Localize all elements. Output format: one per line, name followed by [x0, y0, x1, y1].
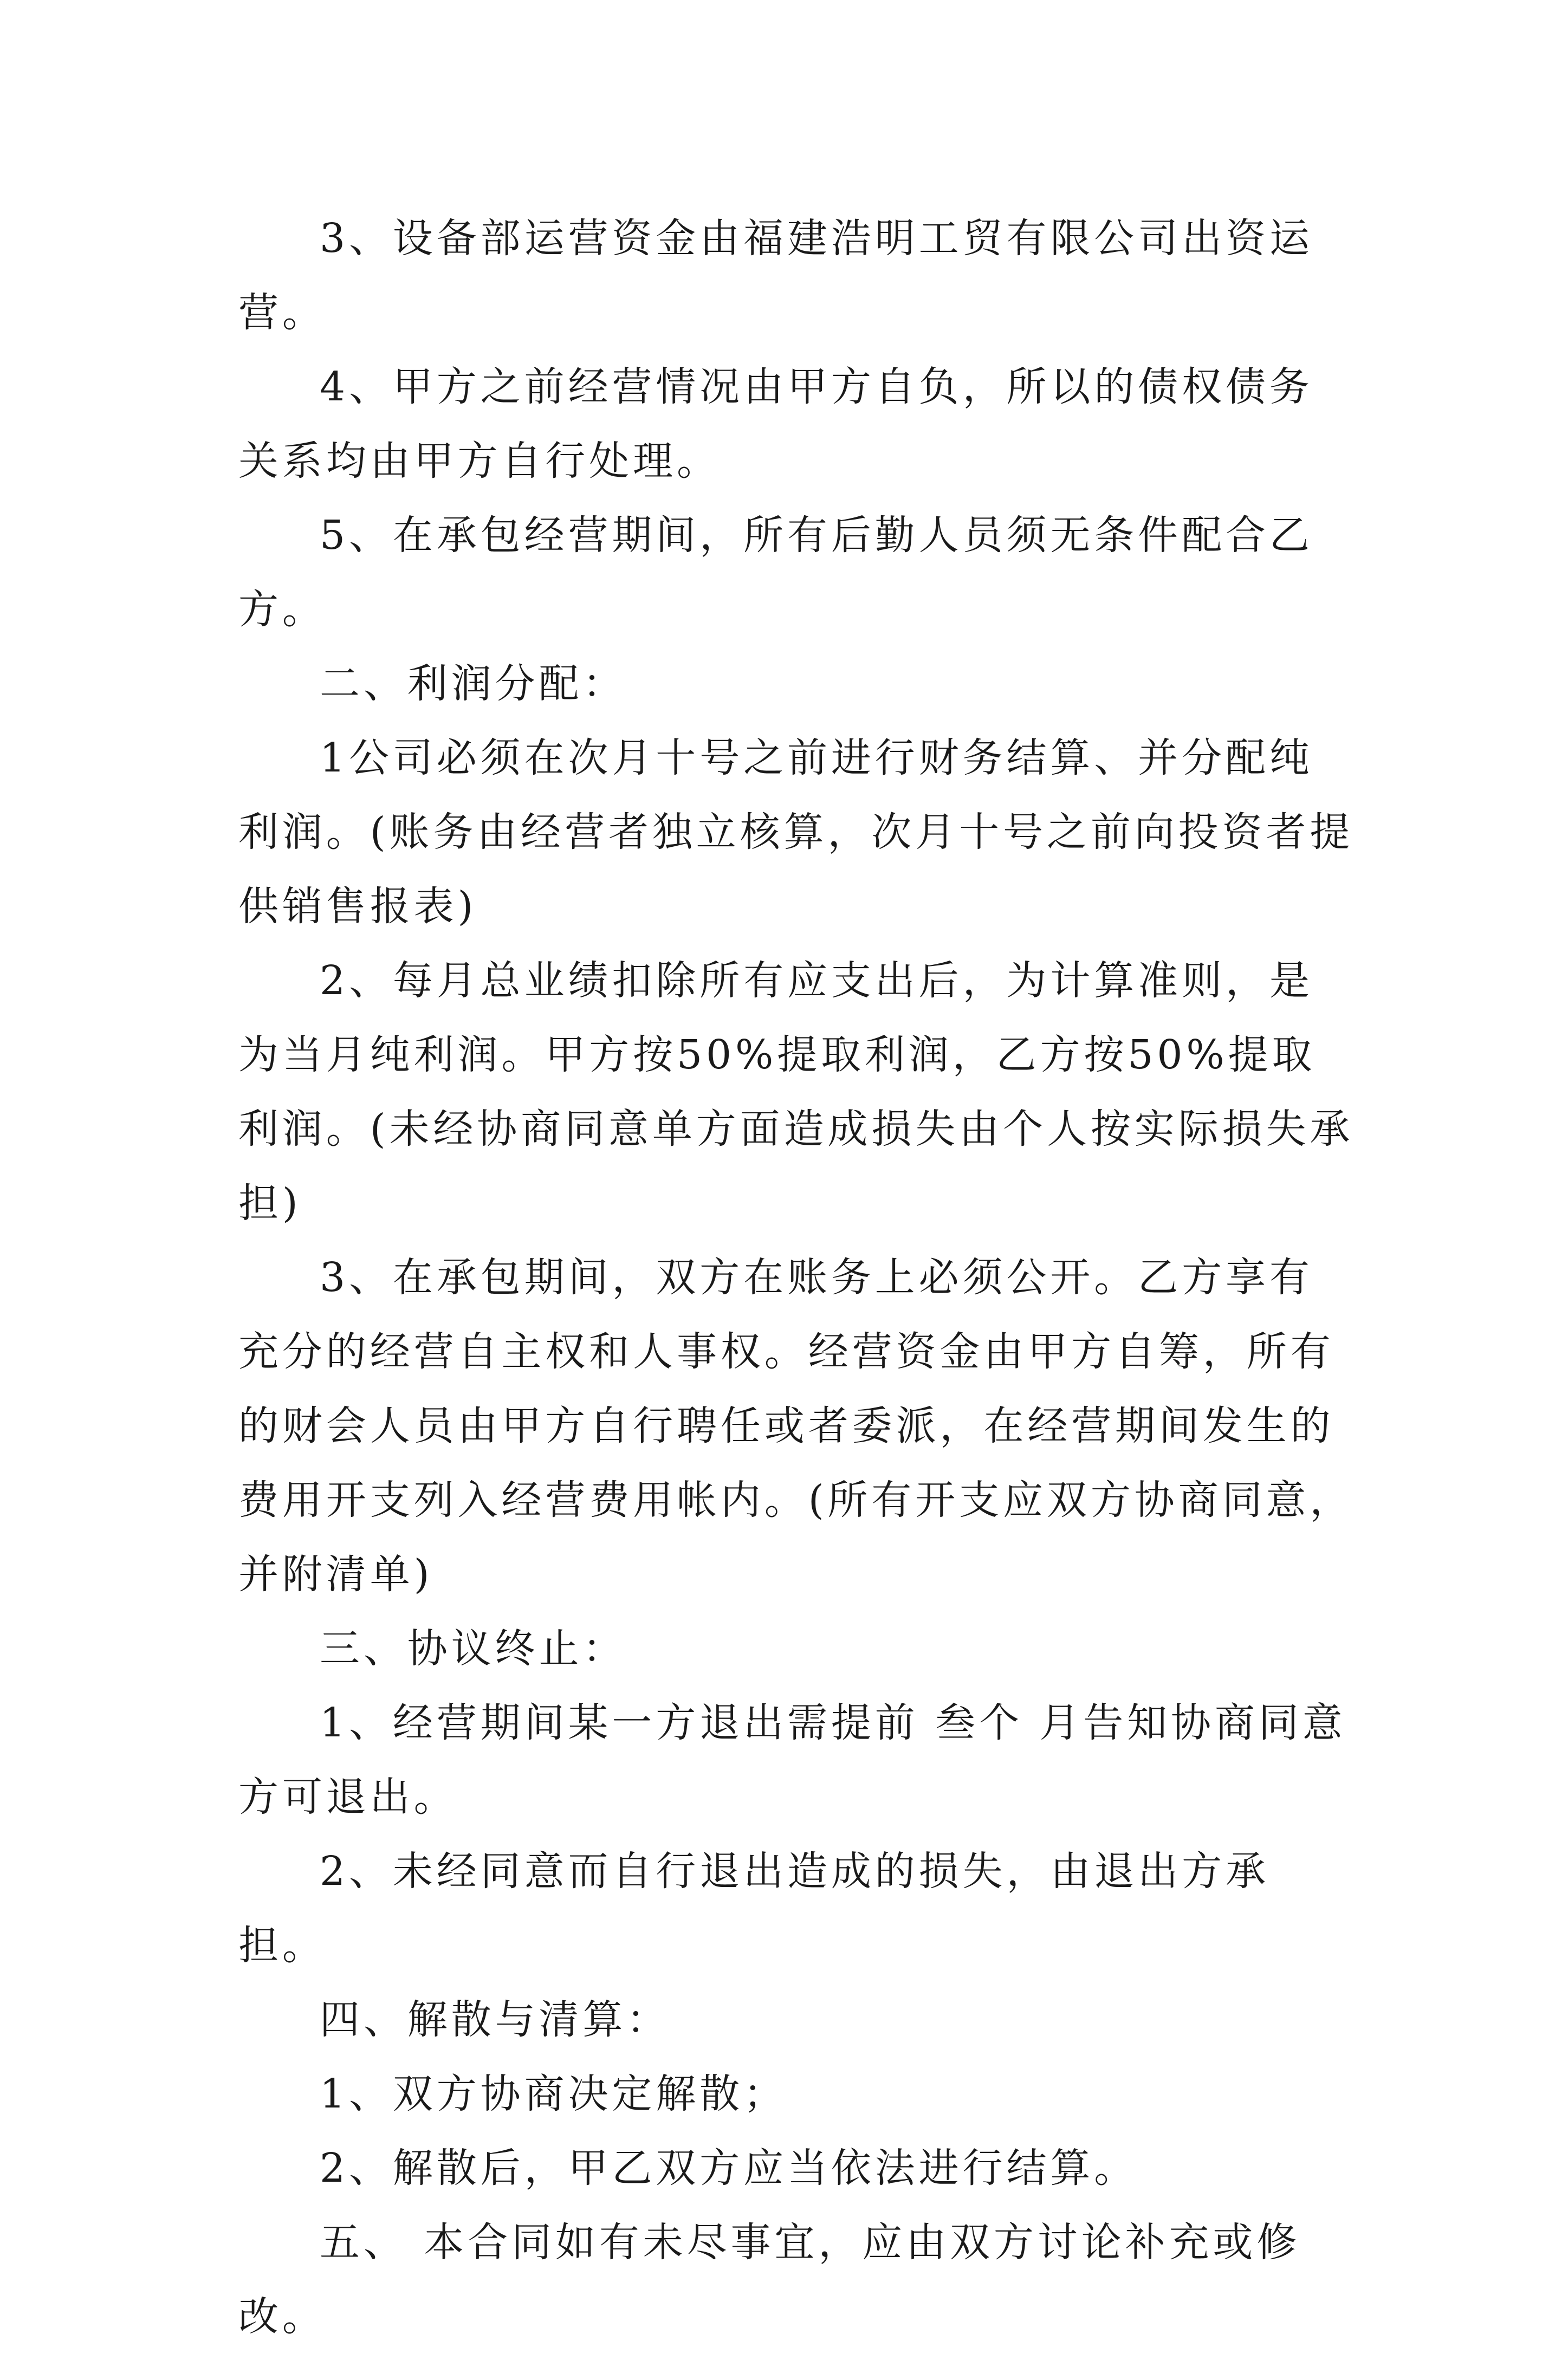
section-heading-profit-distribution: 二、利润分配： [320, 660, 627, 707]
clause-termination-1-notice: 1、经营期间某一方退出需提前 叁个 月告知协商同意方可退出。 [238, 1700, 1346, 1820]
section-heading-dissolution: 四、解散与清算： [320, 1996, 671, 2043]
clause-profit-1-settlement: 1公司必须在次月十号之前进行财务结算、并分配纯利润。(账务由经营者独立核算，次月十号之前向投资者提供销售报表) [238, 735, 1354, 930]
clause-5-amendments: 五、 本合同如有未尽事宜，应由双方讨论补充或修改。 [238, 2219, 1301, 2340]
clause-termination-2-losses: 2、未经同意而自行退出造成的损失，由退出方承担。 [238, 1848, 1269, 1969]
clause-profit-2-split: 2、每月总业绩扣除所有应支出后，为计算准则，是为当月纯利润。甲方按50%提取利润，乙方按50%提取利润。(未经协商同意单方面造成损失由个人按实际损失承担) [238, 957, 1354, 1227]
clause-dissolution-2: 2、解散后，甲乙双方应当依法进行结算。 [320, 2145, 1138, 2191]
clause-5-staff-cooperation: 5、在承包经营期间，所有后勤人员须无条件配合乙方。 [238, 512, 1313, 633]
section-heading-termination: 三、协议终止： [320, 1625, 627, 1672]
clause-3-funding: 3、设备部运营资金由福建浩明工贸有限公司出资运营。 [238, 215, 1313, 336]
document-body [238, 202, 1356, 2354]
clause-profit-3-accounts: 3、在承包期间，双方在账务上必须公开。乙方享有充分的经营自主权和人事权。经营资金由甲方自筹，所有的财会人员由甲方自行聘任或者委派，在经营期间发生的费用开支列入经营费用帐内。(所有开支应双方协商同意，并附清单) [238, 1254, 1354, 1598]
clause-dissolution-1: 1、双方协商决定解散； [320, 2071, 787, 2117]
clause-4-prior-debts: 4、甲方之前经营情况由甲方自负，所以的债权债务关系均由甲方自行处理。 [238, 364, 1313, 484]
